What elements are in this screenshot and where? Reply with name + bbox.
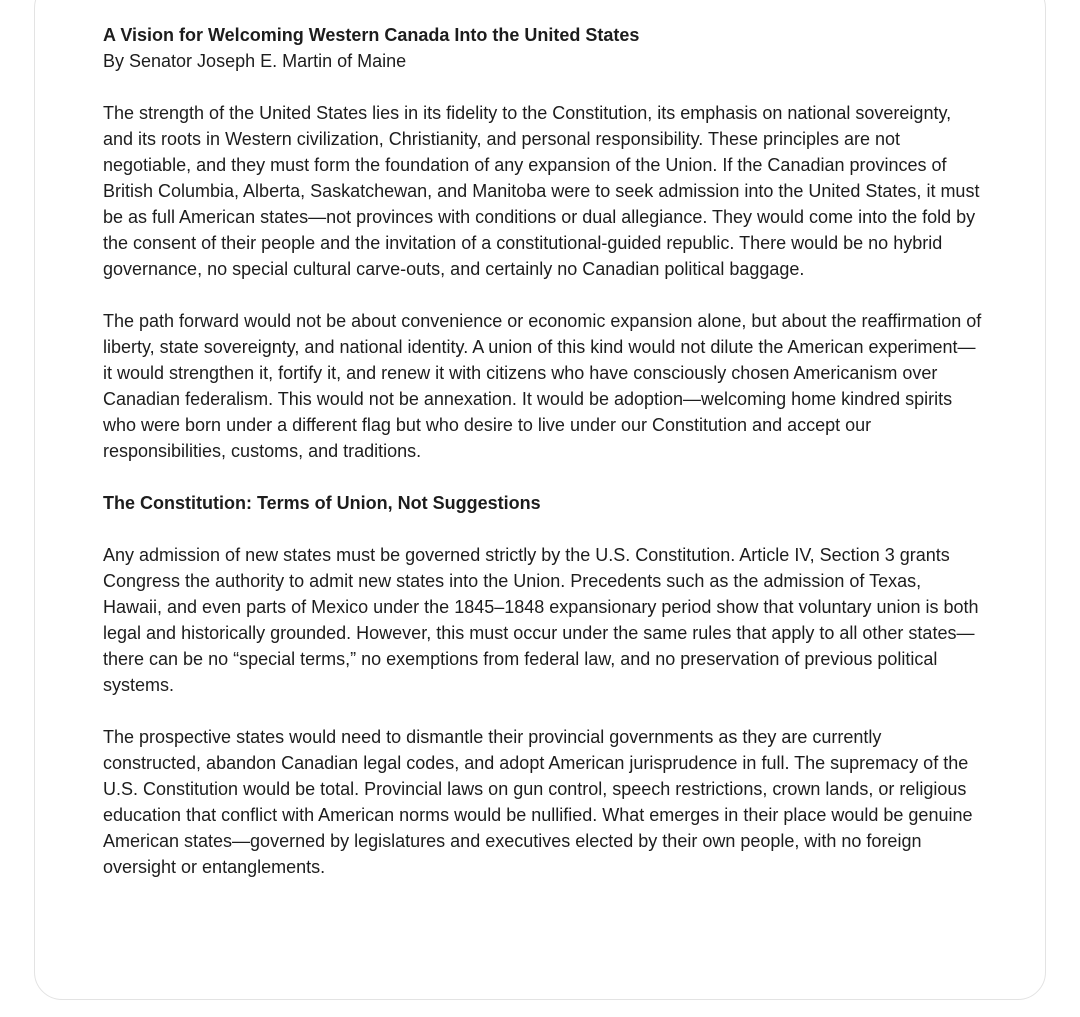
document-byline: By Senator Joseph E. Martin of Maine (103, 51, 407, 71)
document-body (103, 22, 983, 906)
paragraph: The prospective states would need to dismantle their provincial governments as they are currently constructed, abandon Canadian legal codes, and adopt American jurisprudence in full. The supremacy of the U.S. Constitution would be total. Provincial laws on gun control, speech restrictions, crown lands, or religious education that conflict with American norms would be nullified. What emerges in their place would be genuine American states—governed by legislatures and executives elected by their own people, with no foreign oversight or entanglements. (103, 727, 973, 877)
paragraph: The strength of the United States lies in its fidelity to the Constitution, its emphasis on national sovereignty, and its roots in Western civilization, Christianity, and personal responsibility. These principles are not negotiable, and they must form the foundation of any expansion of the Union. If the Canadian provinces of British Columbia, Alberta, Saskatchewan, and Manitoba were to seek admission into the United States, it must be as full American states—not provinces with conditions or dual allegiance. They would come into the fold by the consent of their people and the invitation of a constitutional-guided republic. There would be no hybrid governance, no special cultural carve-outs, and certainly no Canadian political baggage. (103, 103, 980, 279)
document-title: A Vision for Welcoming Western Canada Into the United States (103, 25, 640, 45)
paragraph: Any admission of new states must be governed strictly by the U.S. Constitution. Article IV, Section 3 grants Congress the authority to admit new states into the Union. Precedents such as the admission of Texas, Hawaii, and even parts of Mexico under the 1845–1848 expansionary period show that voluntary union is both legal and historically grounded. However, this must occur under the same rules that apply to all other states—there can be no “special terms,” no exemptions from federal law, and no preservation of previous political systems. (103, 545, 979, 695)
paragraph: The path forward would not be about convenience or economic expansion alone, but about the reaffirmation of liberty, state sovereignty, and national identity. A union of this kind would not dilute the American experiment—it would strengthen it, fortify it, and renew it with citizens who have consciously chosen Americanism over Canadian federalism. This would not be annexation. It would be adoption—welcoming home kindred spirits who were born under a different flag but who desire to live under our Constitution and accept our responsibilities, customs, and traditions. (103, 311, 982, 461)
section-heading: The Constitution: Terms of Union, Not Suggestions (103, 493, 541, 513)
